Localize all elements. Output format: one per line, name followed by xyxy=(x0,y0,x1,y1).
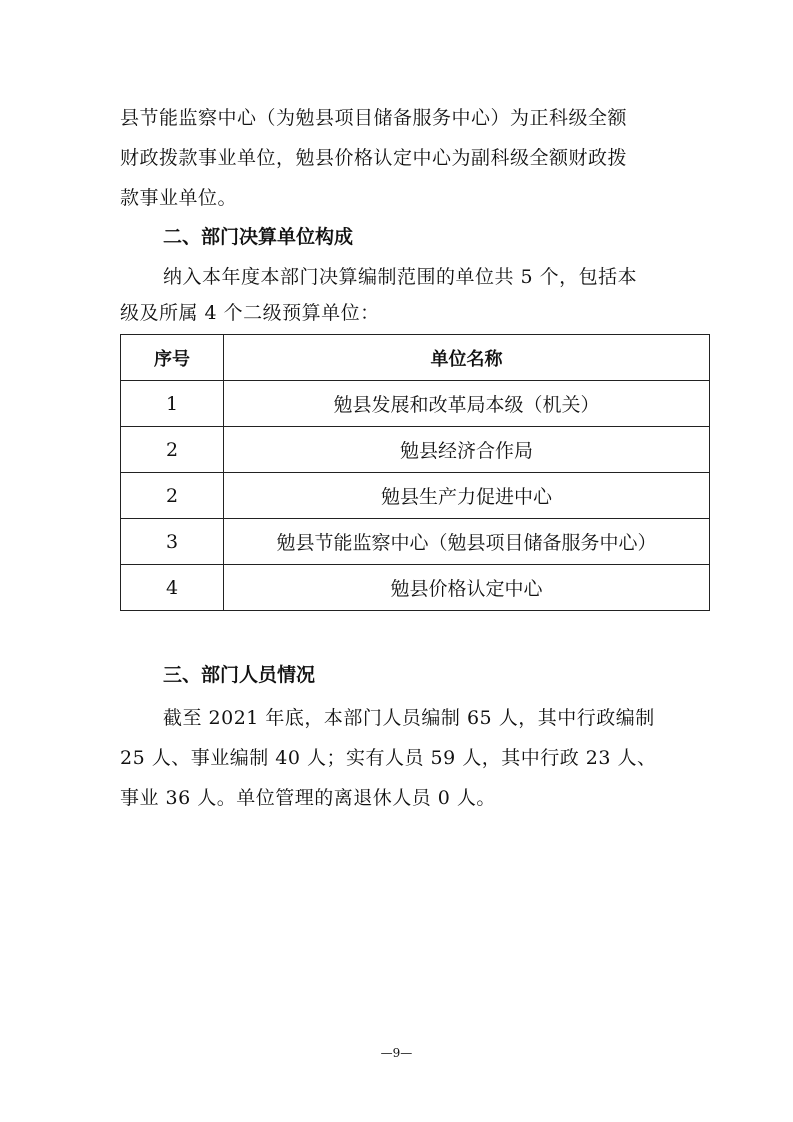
intro-line-3: 款事业单位。 xyxy=(120,187,238,209)
row-serial: 2 xyxy=(121,473,224,519)
section3-heading: 三、部门人员情况 xyxy=(163,664,316,686)
section2-line-2: 级及所属 4 个二级预算单位： xyxy=(120,302,380,324)
table-header-row xyxy=(121,335,710,381)
page-number: —9— xyxy=(380,1046,413,1060)
table-row xyxy=(121,381,710,427)
table-row xyxy=(121,427,710,473)
intro-line-2: 财政拨款事业单位，勉县价格认定中心为副科级全额财政拨 xyxy=(120,147,628,169)
section3-line-2: 25 人、事业编制 40 人；实有人员 59 人，其中行政 23 人、 xyxy=(120,747,657,769)
row-unit-name: 勉县经济合作局 xyxy=(224,427,710,473)
section3-line-3: 事业 36 人。单位管理的离退休人员 0 人。 xyxy=(120,787,496,809)
header-unit-name: 单位名称 xyxy=(224,335,710,381)
table-row xyxy=(121,519,710,565)
section2-line-1: 纳入本年度本部门决算编制范围的单位共 5 个，包括本 xyxy=(163,266,638,288)
row-serial: 3 xyxy=(121,519,224,565)
table-row xyxy=(121,565,710,611)
units-table xyxy=(120,334,710,611)
row-serial: 2 xyxy=(121,427,224,473)
header-serial: 序号 xyxy=(121,335,224,381)
row-unit-name: 勉县生产力促进中心 xyxy=(224,473,710,519)
row-unit-name: 勉县发展和改革局本级（机关） xyxy=(224,381,710,427)
intro-line-1: 县节能监察中心（为勉县项目储备服务中心）为正科级全额 xyxy=(120,107,628,129)
section3-line-1: 截至 2021 年底，本部门人员编制 65 人，其中行政编制 xyxy=(163,707,655,729)
table-row xyxy=(121,473,710,519)
row-serial: 1 xyxy=(121,381,224,427)
row-serial: 4 xyxy=(121,565,224,611)
row-unit-name: 勉县价格认定中心 xyxy=(224,565,710,611)
section2-heading: 二、部门决算单位构成 xyxy=(163,226,354,248)
row-unit-name: 勉县节能监察中心（勉县项目储备服务中心） xyxy=(224,519,710,565)
